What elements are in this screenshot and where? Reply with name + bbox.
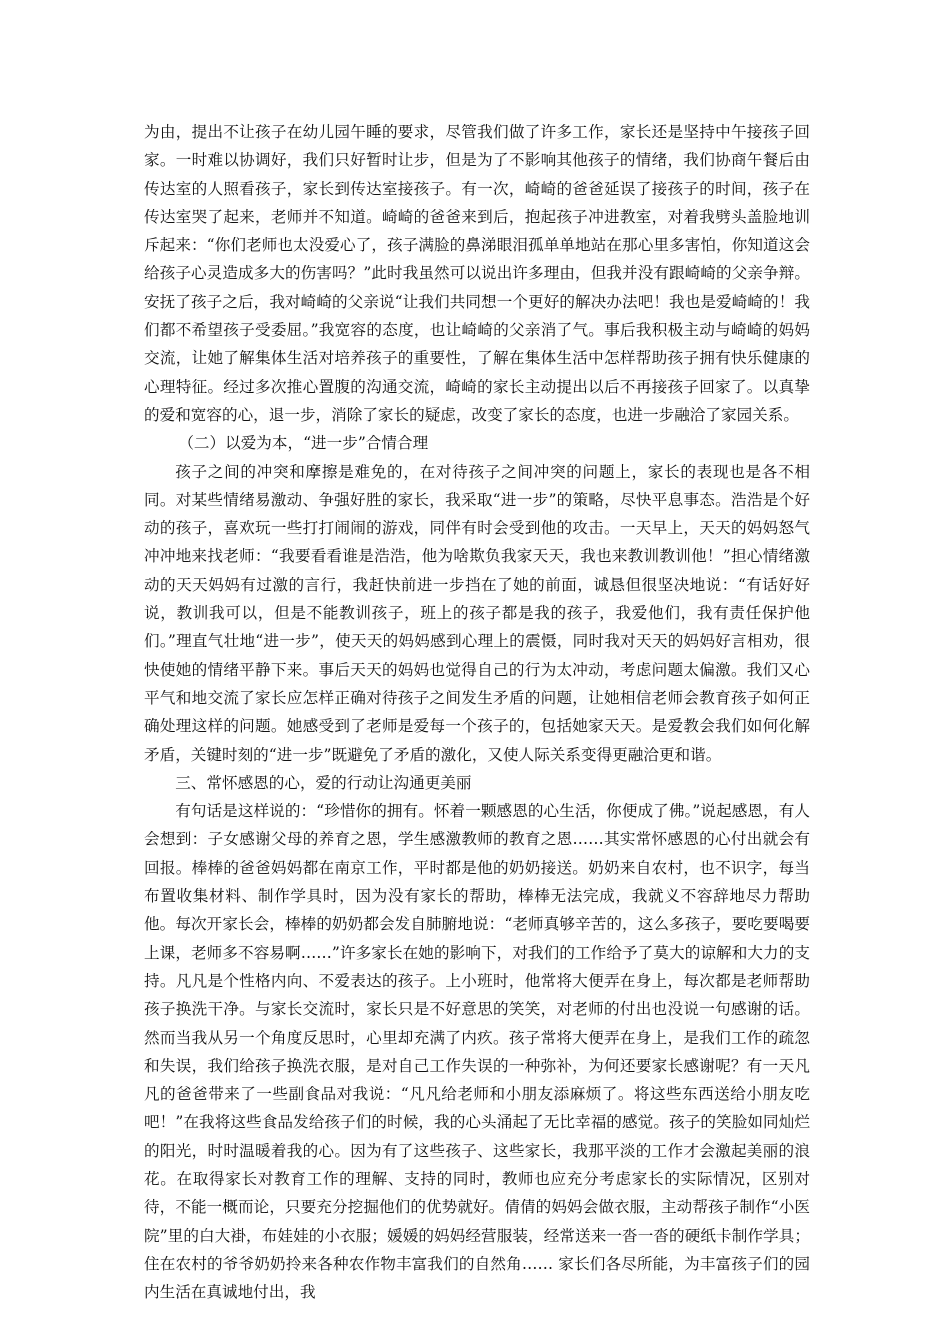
section-subheading: （二）以爱为本，“进一步”合情合理 bbox=[178, 434, 429, 453]
paragraph: 有句话是这样说的：“珍惜你的拥有。怀着一颗感恩的心生活，你便成了佛。”说起感恩，有人会想到：子女感谢父母的养育之恩，学生感激教师的教育之恩……其实常怀感恩的心付出就会有回报。棒棒的爸爸妈妈都在南京工作，平时都是他的奶奶接送。奶奶来自农村，也不识字，每当布置收集材料、制作学具时，因为没有家长的帮助，棒棒无法完成，我就义不容辞地尽力帮助他。每次开家长会，棒棒的奶奶都会发自肺腑地说：“老师真够辛苦的，这么多孩子，要吃要喝要上课，老师多不容易啊……”许多家长在她的影响下，对我们的工作给予了莫大的谅解和大力的支持。凡凡是个性格内向、不爱表达的孩子。上小班时，他常将大便弄在身上，每次都是老师帮助孩子换洗干净。与家长交流时，家长只是不好意思的笑笑，对老师的付出也没说一句感谢的话。然而当我从另一个角度反思时，心里却充满了内疚。孩子常将大便弄在身上，是我们工作的疏忽和失误，我们给孩子换洗衣服，是对自己工作失误的一种弥补，为何还要家长感谢呢？有一天凡凡的爸爸带来了一些副食品对我说：“凡凡给老师和小朋友添麻烦了。将这些东西送给小朋友吃吧！”在我将这些食品发给孩子们的时候，我的心头涌起了无比幸福的感觉。孩子的笑脸如同灿烂的阳光，时时温暖着我的心。因为有了这些孩子、这些家长，我那平淡的工作才会激起美丽的浪花。在取得家长对教育工作的理解、支持的同时，教师也应充分考虑家长的实际情况，区别对待，不能一概而论，只要充分挖掘他们的优势就好。倩倩的妈妈会做衣服，主动帮孩子制作“小医院”里的白大褂，布娃娃的小衣服；媛媛的妈妈经营服装，经常送来一沓一沓的硬纸卡制作学具；住在农村的爷爷奶奶拎来各种农作物丰富我们的自然角…… 家长们各尽所能，为丰富孩子们的园内生活在真诚地付出，我 bbox=[144, 802, 810, 1302]
section-heading: 三、常怀感恩的心，爱的行动让沟通更美丽 bbox=[175, 773, 472, 792]
paragraph-continuation: 为由，提出不让孩子在幼儿园午睡的要求，尽管我们做了许多工作，家长还是坚持中午接孩子回家。一时难以协调好，我们只好暂时让步，但是为了不影响其他孩子的情绪，我们协商午餐后由传达室的人照看孩子，家长到传达室接孩子。有一次，崎崎的爸爸延误了接孩子的时间，孩子在传达室哭了起来，老师并不知道。崎崎的爸爸来到后，抱起孩子冲进教室，对着我劈头盖脸地训斥起来：“你们老师也太没爱心了，孩子满脸的鼻涕眼泪孤单单地站在那心里多害怕，你知道这会给孩子心灵造成多大的伤害吗？”此时我虽然可以说出许多理由，但我并没有跟崎崎的父亲争辩。安抚了孩子之后，我对崎崎的父亲说“让我们共同想一个更好的解决办法吧！我也是爱崎崎的！我们都不希望孩子受委屈。”我宽容的态度，也让崎崎的父亲消了气。事后我积极主动与崎崎的妈妈交流，让她了解集体生活对培养孩子的重要性，了解在集体生活中怎样帮助孩子拥有快乐健康的心理特征。经过多次推心置腹的沟通交流，崎崎的家长主动提出以后不再接孩子回家了。以真挚的爱和宽容的心，退一步，消除了家长的疑虑，改变了家长的态度，也进一步融洽了家园关系。 bbox=[144, 123, 810, 424]
paragraph: 孩子之间的冲突和摩擦是难免的，在对待孩子之间冲突的问题上，家长的表现也是各不相同。对某些情绪易激动、争强好胜的家长，我采取“进一步”的策略，尽快平息事态。浩浩是个好动的孩子，喜欢玩一些打打闹闹的游戏，同伴有时会受到他的攻击。一天早上，天天的妈妈怒气冲冲地来找老师：“我要看看谁是浩浩，他为啥欺负我家天天，我也来教训教训他！”担心情绪激动的天天妈妈有过激的言行，我赶快前进一步挡在了她的前面，诚恳但很坚决地说：“有话好好说，教训我可以，但是不能教训孩子，班上的孩子都是我的孩子，我爱他们，我有责任保护他们。”理直气壮地“进一步”，使天天的妈妈感到心理上的震慑，同时我对天天的妈妈好言相劝，很快使她的情绪平静下来。事后天天的妈妈也觉得自己的行为太冲动，考虑问题太偏激。我们又心平气和地交流了家长应怎样正确对待孩子之间发生矛盾的问题，让她相信老师会教育孩子如何正确处理这样的问题。她感受到了老师是爱每一个孩子的，包括她家天天。是爱教会我们如何化解矛盾，关键时刻的“进一步”既避免了矛盾的激化，又使人际关系变得更融洽更和谐。 bbox=[144, 462, 810, 764]
document-body bbox=[144, 118, 810, 1306]
